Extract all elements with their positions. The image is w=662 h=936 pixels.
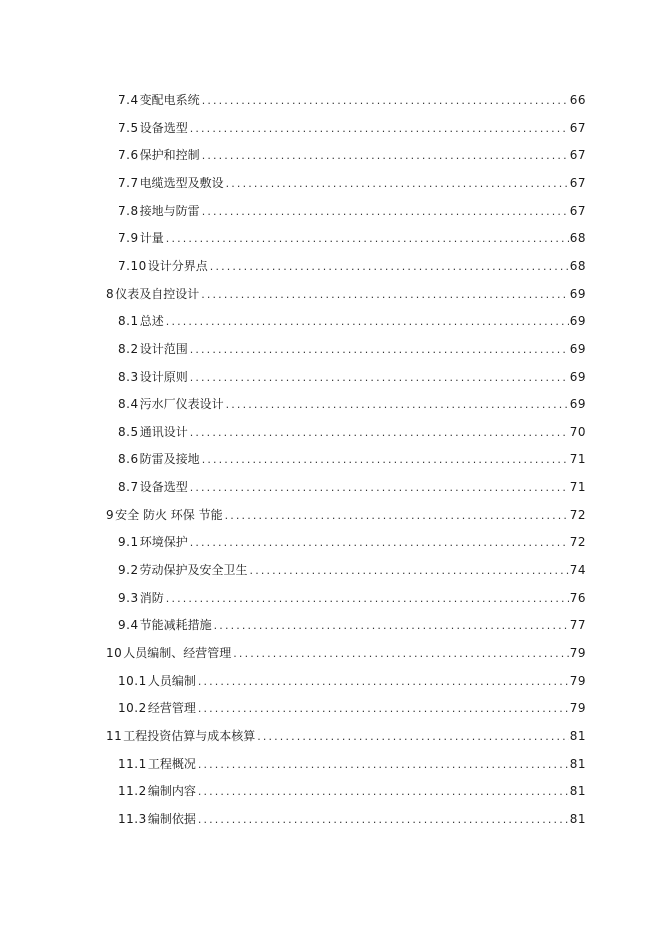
toc-entry-number: 11.2 [118,784,147,799]
toc-dot-leader [198,699,569,719]
toc-entry-page-number: 67 [569,148,586,163]
toc-dot-leader [226,174,569,194]
toc-dot-leader [190,423,569,443]
toc-dot-leader [166,312,569,332]
toc-entry[interactable] [118,145,586,165]
toc-entry[interactable] [118,588,586,608]
toc-dot-leader [190,533,569,553]
toc-entry-number: 7.4 [118,93,139,107]
toc-entry-title: 工程概况 [147,756,196,771]
toc-dot-leader [166,229,569,249]
toc-entry-number: 7.7 [118,175,139,190]
toc-entry[interactable] [118,671,586,691]
toc-entry-page-number: 67 [569,203,586,218]
toc-entry[interactable] [118,698,586,718]
toc-entry-page-number: 66 [569,93,586,107]
toc-entry-title: 接地与防雷 [139,203,200,218]
toc-entry-number: 10.1 [118,673,147,688]
toc-entry-title: 人员编制 [147,673,196,688]
toc-dot-leader [198,755,569,775]
toc-entry-page-number: 68 [569,258,586,273]
toc-entry[interactable] [118,90,586,110]
toc-entry-title: 电缆选型及敷设 [139,175,224,190]
toc-entry-number: 10.2 [118,701,147,716]
toc-entry[interactable] [106,643,586,663]
toc-entry-page-number: 77 [569,618,586,633]
toc-entry[interactable] [118,201,586,221]
toc-entry[interactable] [118,477,586,497]
toc-dot-leader [202,202,569,222]
toc-entry-number: 11 [106,728,123,743]
toc-entry-number: 7.6 [118,148,139,163]
toc-entry[interactable] [118,228,586,248]
toc-dot-leader [202,450,569,470]
toc-entry-page-number: 79 [569,673,586,688]
toc-entry-page-number: 69 [569,397,586,412]
toc-entry-title: 仪表及自控设计 [115,286,200,301]
toc-dot-leader [198,782,569,802]
toc-dot-leader [233,644,568,664]
toc-entry-page-number: 81 [569,784,586,799]
toc-entry-number: 9.4 [118,618,139,633]
toc-entry[interactable] [118,311,586,331]
toc-entry-number: 8.1 [118,314,139,329]
toc-dot-leader [198,672,569,692]
toc-entry-number: 7.10 [118,258,147,273]
toc-entry-number: 9.1 [118,535,139,550]
toc-dot-leader [190,478,569,498]
toc-entry[interactable] [118,560,586,580]
toc-entry[interactable] [118,615,586,635]
toc-entry-title: 人员编制、经营管理 [123,646,232,660]
toc-entry[interactable] [118,339,586,359]
toc-dot-leader [250,561,569,581]
toc-entry-page-number: 69 [569,341,586,356]
toc-entry-page-number: 76 [569,590,586,605]
toc-entry[interactable] [118,781,586,801]
toc-entry-page-number: 81 [569,756,586,771]
toc-entry-page-number: 67 [569,175,586,190]
toc-entry-title: 污水厂仪表设计 [139,397,224,412]
toc-dot-leader [201,285,568,305]
toc-dot-leader [225,506,569,526]
toc-entry-title: 安全 防火 环保 节能 [115,507,223,522]
toc-entry[interactable] [118,532,586,552]
toc-dot-leader [257,727,569,747]
toc-entry-page-number: 72 [569,507,586,522]
toc-entry-page-number: 70 [569,424,586,439]
toc-entry[interactable] [118,367,586,387]
toc-entry-page-number: 69 [569,314,586,329]
toc-entry-page-number: 69 [569,369,586,384]
toc-entry[interactable] [118,173,586,193]
toc-entry-title: 通讯设计 [139,424,188,439]
toc-entry[interactable] [118,754,586,774]
toc-entry-number: 9.2 [118,563,139,578]
toc-entry-title: 编制依据 [147,811,196,826]
toc-entry-title: 环境保护 [139,535,188,550]
toc-entry-page-number: 81 [569,811,586,826]
toc-entry-title: 防雷及接地 [139,452,200,467]
toc-entry-page-number: 69 [569,286,586,301]
toc-entry-title: 变配电系统 [139,93,200,107]
toc-entry[interactable] [118,256,586,276]
toc-entry-page-number: 67 [569,120,586,135]
toc-entry-page-number: 81 [569,728,586,743]
toc-dot-leader [202,91,569,111]
toc-dot-leader [190,119,569,139]
toc-entry-page-number: 71 [569,452,586,467]
toc-entry[interactable] [106,726,586,746]
toc-entry-page-number: 72 [569,535,586,550]
toc-entry-title: 工程投资估算与成本核算 [123,728,256,743]
toc-entry[interactable] [118,422,586,442]
toc-entry-page-number: 74 [569,563,586,578]
toc-entry-title: 设计分界点 [147,258,208,273]
toc-entry-page-number: 79 [569,701,586,716]
toc-dot-leader [166,589,569,609]
toc-entry-number: 11.3 [118,811,147,826]
toc-entry[interactable] [118,118,586,138]
toc-entry[interactable] [106,505,586,525]
toc-entry-title: 消防 [139,590,164,605]
toc-entry-title: 设备选型 [139,120,188,135]
toc-dot-leader [214,616,569,636]
toc-entry-title: 编制内容 [147,784,196,799]
toc-entry[interactable] [118,394,586,414]
toc-dot-leader [202,146,569,166]
toc-entry-number: 8.5 [118,424,139,439]
toc-entry-number: 11.1 [118,756,147,771]
toc-entry-number: 7.5 [118,120,139,135]
toc-entry-number: 8.7 [118,480,139,495]
toc-entry-title: 保护和控制 [139,148,200,163]
toc-entry-title: 设计原则 [139,369,188,384]
toc-entry-title: 计量 [139,231,164,246]
toc-entry-number: 9 [106,507,115,522]
toc-entry-number: 7.9 [118,231,139,246]
toc-entry[interactable] [118,809,586,829]
toc-entry-number: 9.3 [118,590,139,605]
toc-entry-title: 设计范围 [139,341,188,356]
toc-entry-page-number: 79 [569,646,586,660]
toc-entry-title: 劳动保护及安全卫生 [139,563,248,578]
toc-entry-number: 8.3 [118,369,139,384]
toc-entry-number: 8.4 [118,397,139,412]
toc-entry-title: 设备选型 [139,480,188,495]
toc-dot-leader [226,395,569,415]
toc-entry-page-number: 71 [569,480,586,495]
toc-entry-number: 8 [106,286,115,301]
toc-dot-leader [198,810,569,830]
toc-entry-title: 总述 [139,314,164,329]
toc-dot-leader [190,340,569,360]
toc-entry-page-number: 68 [569,231,586,246]
toc-dot-leader [190,368,569,388]
toc-entry[interactable] [106,284,586,304]
toc-entry[interactable] [118,449,586,469]
toc-entry-number: 10 [106,646,123,660]
toc-entry-number: 8.2 [118,341,139,356]
toc-dot-leader [210,257,569,277]
toc-entry-number: 8.6 [118,452,139,467]
toc-entry-title: 经营管理 [147,701,196,716]
toc-entry-title: 节能减耗措施 [139,618,212,633]
toc-entry-number: 7.8 [118,203,139,218]
